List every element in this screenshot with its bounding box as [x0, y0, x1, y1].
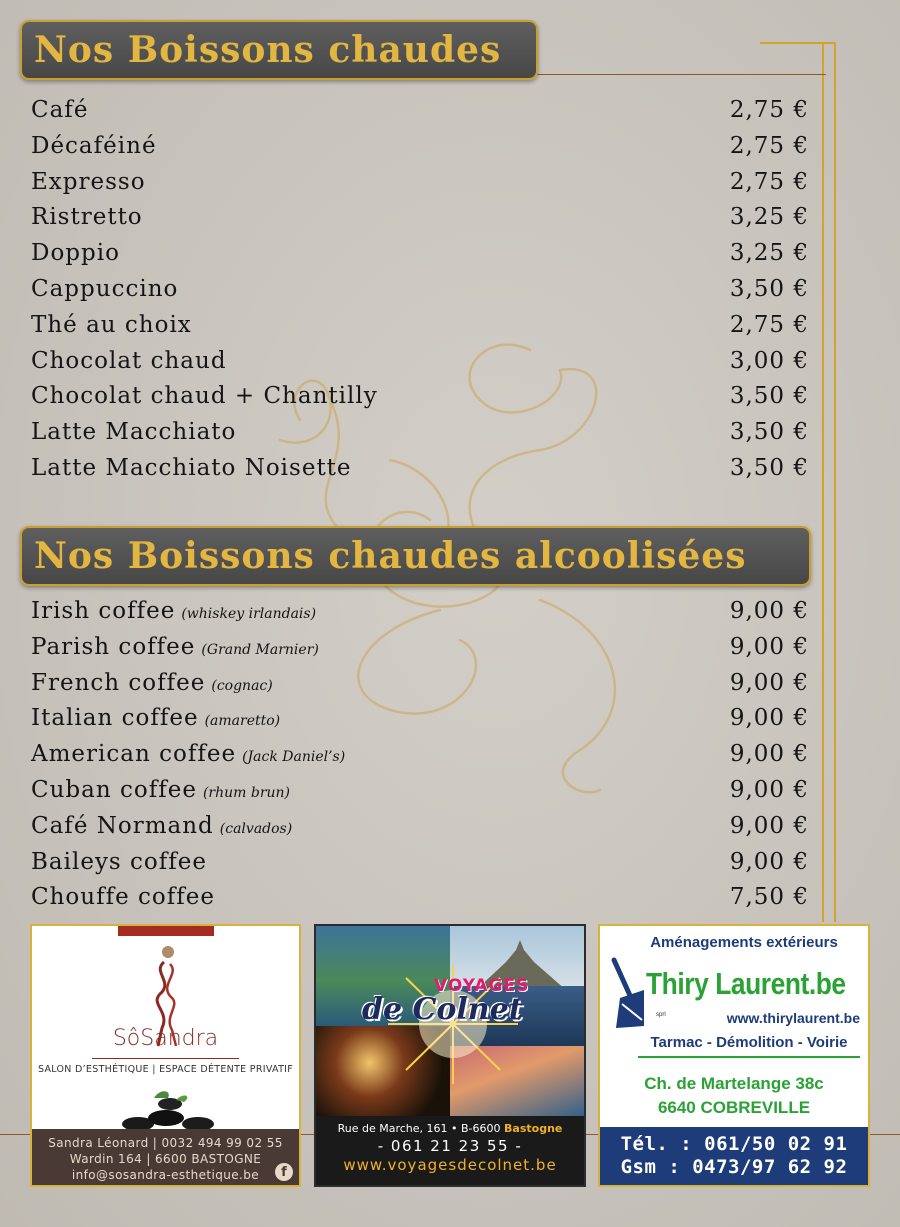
- thiry-city: 6640 COBREVILLE: [657, 1098, 811, 1117]
- menu-item-price: 2,75 €: [729, 311, 809, 338]
- menu-item: [31, 741, 809, 777]
- menu-item-price: 2,75 €: [729, 97, 809, 123]
- menu-item-price: 9,00 €: [729, 633, 809, 660]
- menu-item-name: Expresso: [31, 168, 146, 195]
- sosandra-divider: [92, 1058, 239, 1059]
- menu-item: [31, 670, 809, 706]
- menu-item-price: 3,50 €: [729, 275, 809, 302]
- menu-item-label: [31, 97, 88, 123]
- menu-item: [31, 276, 809, 312]
- ad-sosandra[interactable]: [30, 924, 301, 1187]
- voyages-phone[interactable]: - 061 21 23 55 -: [377, 1137, 523, 1155]
- sosandra-contact-footer: [32, 1129, 299, 1185]
- menu-item: [31, 133, 809, 169]
- menu-item-label: [31, 777, 290, 803]
- menu-item-label: [31, 348, 227, 374]
- menu-item-label: [31, 849, 207, 875]
- menu-item-label: [31, 204, 143, 230]
- menu-item-label: [31, 455, 352, 481]
- sosandra-subtitle: SALON D’ESTHÉTIQUE | ESPACE DÉTENTE PRIVATIF: [37, 1064, 294, 1075]
- voyages-brand-top: VOYAGES: [434, 976, 530, 996]
- menu-item-label: [31, 634, 319, 660]
- menu-item-name: Parish coffee: [31, 633, 196, 660]
- menu-item-name: Latte Macchiato: [31, 419, 237, 446]
- menu-item-label: [31, 169, 146, 195]
- menu-item: [31, 312, 809, 348]
- thiry-heading: Aménagements extérieurs: [650, 934, 838, 951]
- menu-item-name: Doppio: [31, 240, 120, 267]
- menu-item-label: [31, 312, 192, 338]
- menu-item-price: 9,00 €: [729, 705, 809, 732]
- menu-item-price: 3,25 €: [729, 204, 809, 231]
- thiry-gsm[interactable]: Gsm : 0473/97 62 92: [620, 1156, 848, 1178]
- section-title-alcoholic-hot-drinks: Nos Boissons chaudes alcoolisées: [20, 526, 811, 586]
- menu-item-label: [31, 276, 178, 302]
- menu-item-price: 9,00 €: [729, 848, 809, 875]
- menu-item: [31, 204, 809, 240]
- thiry-contact-footer: [600, 1127, 868, 1185]
- menu-item-label: [31, 383, 378, 409]
- menu-item-note: (calvados): [219, 820, 293, 837]
- menu-item-price: 9,00 €: [729, 741, 809, 768]
- sosandra-brand-name: SôSandra: [112, 1026, 219, 1051]
- menu-item-name: Décaféiné: [31, 132, 157, 159]
- sosandra-email-line[interactable]: info@sosandra-esthetique.be: [71, 1168, 260, 1182]
- thiry-street: Ch. de Martelange 38c: [644, 1074, 824, 1093]
- menu-item-price: 3,50 €: [729, 454, 809, 481]
- menu-item: [31, 169, 809, 205]
- menu-item-name: French coffee: [31, 669, 206, 696]
- menu-item-name: Baileys coffee: [31, 848, 208, 875]
- menu-item: [31, 419, 809, 455]
- thiry-sprl: sprl: [656, 1012, 666, 1018]
- menu-item-name: Chocolat chaud + Chantilly: [31, 383, 378, 410]
- menu-item-price: 9,00 €: [729, 812, 809, 839]
- menu-item-label: [31, 598, 316, 624]
- menu-item-label: [31, 240, 120, 266]
- menu-item-label: [31, 705, 280, 731]
- sosandra-top-band: [118, 926, 214, 936]
- menu-item-name: Chocolat chaud: [31, 347, 227, 374]
- menu-item-price: 9,00 €: [729, 776, 809, 803]
- menu-item-note: (Jack Daniel’s): [242, 749, 346, 766]
- menu-item: [31, 705, 809, 741]
- ad-thiry-laurent[interactable]: [598, 924, 870, 1187]
- menu-item-name: American coffee: [31, 741, 237, 768]
- menu-item-price: 3,00 €: [729, 347, 809, 374]
- voyages-brand-main: de Colnet: [362, 992, 523, 1027]
- menu-item-label: [31, 133, 157, 159]
- facebook-icon[interactable]: f: [275, 1163, 293, 1181]
- menu-item-note: (amaretto): [204, 713, 281, 730]
- voyages-contact-footer: [316, 1116, 584, 1185]
- menu-item-name: Italian coffee: [31, 705, 199, 732]
- menu-item: [31, 884, 809, 920]
- menu-item-name: Latte Macchiato Noisette: [31, 454, 352, 481]
- menu-item: [31, 383, 809, 419]
- menu-item: [31, 634, 809, 670]
- menu-item-name: Café Normand: [31, 812, 214, 839]
- menu-item-price: 3,25 €: [729, 240, 809, 267]
- menu-item-note: (rhum brun): [202, 784, 291, 801]
- menu-item-price: 7,50 €: [729, 884, 809, 911]
- menu-item: [31, 455, 809, 491]
- menu-item-price: 2,75 €: [729, 168, 809, 195]
- shovel-icon: [604, 956, 646, 1032]
- menu-item: [31, 97, 809, 133]
- menu-item-name: Thé au choix: [31, 311, 192, 338]
- gold-frame-horizontal: [760, 42, 836, 44]
- menu-item-name: Café: [31, 97, 89, 123]
- menu-item-price: 3,50 €: [729, 383, 809, 410]
- divider-line: [536, 74, 826, 75]
- sosandra-address-line: Wardin 164 | 6600 BASTOGNE: [69, 1152, 262, 1166]
- menu-item-label: [31, 670, 273, 696]
- thiry-website[interactable]: www.thirylaurent.be: [726, 1010, 860, 1026]
- menu-item-label: [31, 741, 345, 767]
- menu-item-name: Ristretto: [31, 204, 143, 231]
- hot-drinks-list: [31, 97, 809, 491]
- sosandra-phone-line: Sandra Léonard | 0032 494 99 02 55: [48, 1136, 283, 1150]
- thiry-brand-name: Thiry Laurent.be: [646, 966, 846, 1001]
- menu-item-name: Chouffe coffee: [31, 884, 215, 911]
- voyages-address: Rue de Marche, 161 • B-6600 Bastogne: [337, 1122, 563, 1135]
- menu-item-note: (Grand Marnier): [201, 641, 319, 658]
- menu-item-price: 9,00 €: [729, 669, 809, 696]
- menu-item: [31, 598, 809, 634]
- menu-item: [31, 777, 809, 813]
- menu-item-name: Irish coffee: [31, 598, 176, 624]
- alcoholic-hot-drinks-list: [31, 598, 809, 920]
- thiry-services: Tarmac - Démolition - Voirie: [638, 1034, 860, 1058]
- menu-item: [31, 240, 809, 276]
- menu-item-price: 2,75 €: [729, 132, 809, 159]
- gold-frame-vertical: [822, 42, 836, 922]
- menu-item-note: (whiskey irlandais): [181, 606, 317, 622]
- menu-item-label: [31, 884, 215, 910]
- ad-voyages-de-colnet[interactable]: [314, 924, 586, 1187]
- menu-item-price: 3,50 €: [729, 419, 809, 446]
- menu-item: [31, 849, 809, 885]
- menu-item-label: [31, 419, 236, 445]
- menu-item-note: (cognac): [211, 677, 273, 694]
- menu-item: [31, 348, 809, 384]
- menu-item-price: 9,00 €: [729, 598, 809, 624]
- voyages-website[interactable]: www.voyagesdecolnet.be: [343, 1156, 557, 1174]
- menu-item-name: Cuban coffee: [31, 776, 197, 803]
- menu-item-name: Cappuccino: [31, 275, 179, 302]
- menu-item-label: [31, 813, 292, 839]
- thiry-phone[interactable]: Tél. : 061/50 02 91: [620, 1133, 848, 1155]
- menu-item: [31, 813, 809, 849]
- section-title-hot-drinks: Nos Boissons chaudes: [20, 20, 538, 80]
